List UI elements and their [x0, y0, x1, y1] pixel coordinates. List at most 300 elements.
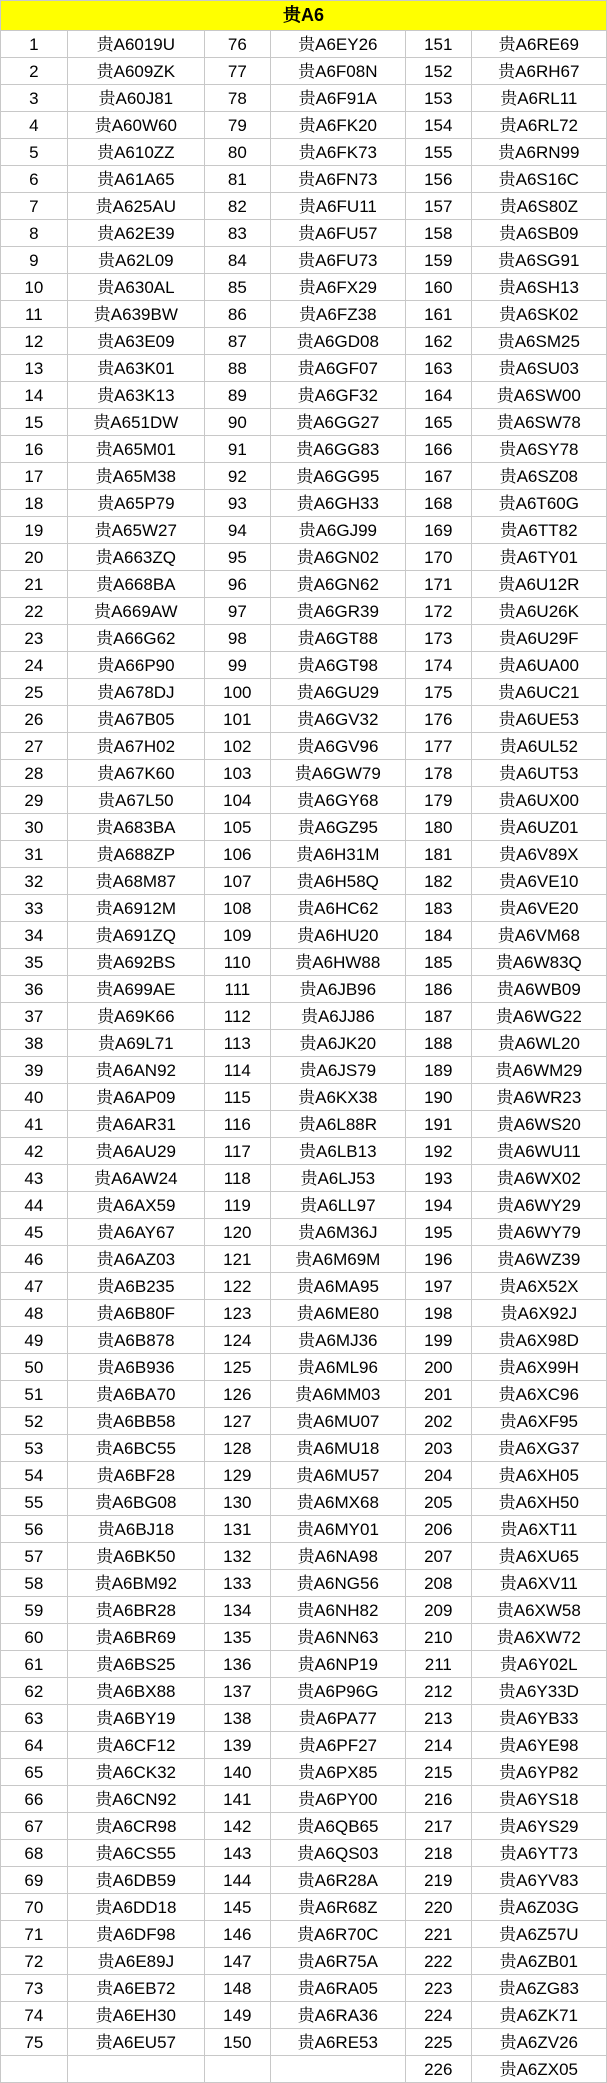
plate-cell[interactable]: 贵A6MA95 — [270, 1273, 405, 1300]
row-number-cell[interactable]: 69 — [1, 1867, 68, 1894]
row-number-cell[interactable]: 202 — [405, 1408, 471, 1435]
row-number-cell[interactable]: 88 — [205, 355, 271, 382]
row-number-cell[interactable]: 218 — [405, 1840, 471, 1867]
plate-cell[interactable]: 贵A6YS18 — [471, 1786, 606, 1813]
plate-cell[interactable]: 贵A609ZK — [67, 58, 204, 85]
plate-cell[interactable]: 贵A63E09 — [67, 328, 204, 355]
row-number-cell[interactable]: 179 — [405, 787, 471, 814]
plate-cell[interactable]: 贵A61A65 — [67, 166, 204, 193]
plate-cell[interactable]: 贵A6GW79 — [270, 760, 405, 787]
plate-cell[interactable]: 贵A67K60 — [67, 760, 204, 787]
plate-cell[interactable]: 贵A6ZV26 — [471, 2029, 606, 2056]
plate-cell[interactable]: 贵A6LB13 — [270, 1138, 405, 1165]
plate-cell[interactable]: 贵A6FX29 — [270, 274, 405, 301]
row-number-cell[interactable]: 101 — [205, 706, 271, 733]
plate-cell[interactable]: 贵A6CF12 — [67, 1732, 204, 1759]
plate-cell[interactable]: 贵A6XW58 — [471, 1597, 606, 1624]
row-number-cell[interactable]: 45 — [1, 1219, 68, 1246]
row-number-cell[interactable]: 67 — [1, 1813, 68, 1840]
row-number-cell[interactable]: 70 — [1, 1894, 68, 1921]
row-number-cell[interactable]: 147 — [205, 1948, 271, 1975]
row-number-cell[interactable]: 78 — [205, 85, 271, 112]
row-number-cell[interactable]: 193 — [405, 1165, 471, 1192]
plate-cell[interactable]: 贵A6SZ08 — [471, 463, 606, 490]
plate-cell[interactable]: 贵A6DD18 — [67, 1894, 204, 1921]
plate-cell[interactable]: 贵A6RE69 — [471, 31, 606, 58]
row-number-cell[interactable]: 224 — [405, 2002, 471, 2029]
row-number-cell[interactable]: 48 — [1, 1300, 68, 1327]
plate-cell[interactable]: 贵A6JJ86 — [270, 1003, 405, 1030]
plate-cell[interactable]: 贵A6ZX05 — [471, 2056, 606, 2083]
row-number-cell[interactable]: 82 — [205, 193, 271, 220]
row-number-cell[interactable]: 86 — [205, 301, 271, 328]
row-number-cell[interactable]: 75 — [1, 2029, 68, 2056]
row-number-cell[interactable]: 123 — [205, 1300, 271, 1327]
plate-cell[interactable]: 贵A6NA98 — [270, 1543, 405, 1570]
row-number-cell[interactable]: 24 — [1, 652, 68, 679]
plate-cell[interactable]: 贵A6BF28 — [67, 1462, 204, 1489]
plate-cell[interactable]: 贵A6912M — [67, 895, 204, 922]
row-number-cell[interactable]: 98 — [205, 625, 271, 652]
plate-cell[interactable]: 贵A6BR69 — [67, 1624, 204, 1651]
plate-cell[interactable]: 贵A6RE53 — [270, 2029, 405, 2056]
row-number-cell[interactable]: 156 — [405, 166, 471, 193]
row-number-cell[interactable]: 120 — [205, 1219, 271, 1246]
row-number-cell[interactable]: 110 — [205, 949, 271, 976]
plate-cell[interactable]: 贵A6019U — [67, 31, 204, 58]
row-number-cell[interactable]: 175 — [405, 679, 471, 706]
plate-cell[interactable]: 贵A6R68Z — [270, 1894, 405, 1921]
row-number-cell[interactable]: 133 — [205, 1570, 271, 1597]
row-number-cell[interactable]: 5 — [1, 139, 68, 166]
plate-cell[interactable]: 贵A6RA36 — [270, 2002, 405, 2029]
plate-cell[interactable]: 贵A6ME80 — [270, 1300, 405, 1327]
plate-cell[interactable]: 贵A6MX68 — [270, 1489, 405, 1516]
plate-cell[interactable]: 贵A6WU11 — [471, 1138, 606, 1165]
row-number-cell[interactable]: 210 — [405, 1624, 471, 1651]
row-number-cell[interactable]: 51 — [1, 1381, 68, 1408]
plate-cell[interactable]: 贵A6MU18 — [270, 1435, 405, 1462]
plate-cell[interactable]: 贵A6EY26 — [270, 31, 405, 58]
plate-cell[interactable]: 贵A6S16C — [471, 166, 606, 193]
plate-cell[interactable]: 贵A6FU73 — [270, 247, 405, 274]
row-number-cell[interactable]: 27 — [1, 733, 68, 760]
plate-cell[interactable]: 贵A6BY19 — [67, 1705, 204, 1732]
plate-cell[interactable]: 贵A6HC62 — [270, 895, 405, 922]
plate-cell[interactable]: 贵A651DW — [67, 409, 204, 436]
plate-cell[interactable]: 贵A6GH33 — [270, 490, 405, 517]
plate-cell[interactable]: 贵A63K01 — [67, 355, 204, 382]
plate-cell[interactable]: 贵A6L88R — [270, 1111, 405, 1138]
plate-cell[interactable]: 贵A6R75A — [270, 1948, 405, 1975]
row-number-cell[interactable]: 41 — [1, 1111, 68, 1138]
plate-cell[interactable]: 贵A6UE53 — [471, 706, 606, 733]
plate-cell[interactable]: 贵A6LJ53 — [270, 1165, 405, 1192]
plate-cell[interactable]: 贵A6MY01 — [270, 1516, 405, 1543]
row-number-cell[interactable]: 167 — [405, 463, 471, 490]
plate-cell[interactable]: 贵A6R70C — [270, 1921, 405, 1948]
plate-cell[interactable]: 贵A6BA70 — [67, 1381, 204, 1408]
plate-cell[interactable]: 贵A6MU57 — [270, 1462, 405, 1489]
row-number-cell[interactable]: 132 — [205, 1543, 271, 1570]
row-number-cell[interactable]: 13 — [1, 355, 68, 382]
row-number-cell[interactable]: 131 — [205, 1516, 271, 1543]
plate-cell[interactable]: 贵A6CK32 — [67, 1759, 204, 1786]
row-number-cell[interactable]: 65 — [1, 1759, 68, 1786]
plate-cell[interactable]: 贵A6AX59 — [67, 1192, 204, 1219]
row-number-cell[interactable]: 43 — [1, 1165, 68, 1192]
plate-cell[interactable]: 贵A6GU29 — [270, 679, 405, 706]
plate-cell[interactable]: 贵A6PX85 — [270, 1759, 405, 1786]
plate-cell[interactable]: 贵A6NG56 — [270, 1570, 405, 1597]
plate-cell[interactable]: 贵A6V89X — [471, 841, 606, 868]
row-number-cell[interactable]: 130 — [205, 1489, 271, 1516]
plate-cell[interactable]: 贵A6MJ36 — [270, 1327, 405, 1354]
row-number-cell[interactable]: 122 — [205, 1273, 271, 1300]
row-number-cell[interactable]: 3 — [1, 85, 68, 112]
row-number-cell[interactable]: 135 — [205, 1624, 271, 1651]
plate-cell[interactable]: 贵A6T60G — [471, 490, 606, 517]
row-number-cell[interactable]: 30 — [1, 814, 68, 841]
row-number-cell[interactable]: 103 — [205, 760, 271, 787]
row-number-cell[interactable]: 191 — [405, 1111, 471, 1138]
row-number-cell[interactable]: 2 — [1, 58, 68, 85]
row-number-cell[interactable]: 137 — [205, 1678, 271, 1705]
table-title[interactable]: 贵A6 — [1, 1, 607, 31]
plate-cell[interactable]: 贵A67H02 — [67, 733, 204, 760]
plate-cell[interactable]: 贵A6TY01 — [471, 544, 606, 571]
row-number-cell[interactable]: 16 — [1, 436, 68, 463]
plate-cell[interactable]: 贵A6SK02 — [471, 301, 606, 328]
plate-cell[interactable]: 贵A6WY79 — [471, 1219, 606, 1246]
plate-cell[interactable]: 贵A6XF95 — [471, 1408, 606, 1435]
row-number-cell[interactable]: 164 — [405, 382, 471, 409]
row-number-cell[interactable]: 9 — [1, 247, 68, 274]
row-number-cell[interactable]: 55 — [1, 1489, 68, 1516]
row-number-cell[interactable]: 8 — [1, 220, 68, 247]
row-number-cell[interactable]: 154 — [405, 112, 471, 139]
plate-cell[interactable]: 贵A6VE10 — [471, 868, 606, 895]
row-number-cell[interactable]: 214 — [405, 1732, 471, 1759]
row-number-cell[interactable]: 60 — [1, 1624, 68, 1651]
row-number-cell[interactable]: 198 — [405, 1300, 471, 1327]
plate-cell[interactable]: 贵A6GJ99 — [270, 517, 405, 544]
plate-cell[interactable]: 贵A6GY68 — [270, 787, 405, 814]
row-number-cell[interactable]: 197 — [405, 1273, 471, 1300]
row-number-cell[interactable]: 114 — [205, 1057, 271, 1084]
plate-cell[interactable]: 贵A6UZ01 — [471, 814, 606, 841]
plate-cell[interactable]: 贵A6PY00 — [270, 1786, 405, 1813]
plate-cell[interactable]: 贵A691ZQ — [67, 922, 204, 949]
plate-cell[interactable]: 贵A6PF27 — [270, 1732, 405, 1759]
row-number-cell[interactable]: 12 — [1, 328, 68, 355]
row-number-cell[interactable]: 208 — [405, 1570, 471, 1597]
plate-cell[interactable]: 贵A67B05 — [67, 706, 204, 733]
row-number-cell[interactable]: 136 — [205, 1651, 271, 1678]
row-number-cell[interactable]: 184 — [405, 922, 471, 949]
plate-cell[interactable]: 贵A6X98D — [471, 1327, 606, 1354]
plate-cell[interactable]: 贵A6YV83 — [471, 1867, 606, 1894]
plate-cell[interactable]: 贵A6ZK71 — [471, 2002, 606, 2029]
plate-cell[interactable]: 贵A6JB96 — [270, 976, 405, 1003]
row-number-cell[interactable]: 143 — [205, 1840, 271, 1867]
row-number-cell[interactable]: 107 — [205, 868, 271, 895]
plate-cell[interactable]: 贵A6Y33D — [471, 1678, 606, 1705]
plate-cell[interactable]: 贵A6FK73 — [270, 139, 405, 166]
plate-cell[interactable]: 贵A6UL52 — [471, 733, 606, 760]
row-number-cell[interactable]: 196 — [405, 1246, 471, 1273]
row-number-cell[interactable]: 223 — [405, 1975, 471, 2002]
row-number-cell[interactable]: 170 — [405, 544, 471, 571]
row-number-cell[interactable] — [1, 2056, 68, 2083]
plate-cell[interactable]: 贵A6U12R — [471, 571, 606, 598]
plate-cell[interactable]: 贵A6GG83 — [270, 436, 405, 463]
plate-cell[interactable]: 贵A60W60 — [67, 112, 204, 139]
plate-cell[interactable]: 贵A6GV96 — [270, 733, 405, 760]
plate-cell[interactable]: 贵A6MM03 — [270, 1381, 405, 1408]
row-number-cell[interactable]: 91 — [205, 436, 271, 463]
row-number-cell[interactable]: 168 — [405, 490, 471, 517]
row-number-cell[interactable]: 25 — [1, 679, 68, 706]
row-number-cell[interactable]: 206 — [405, 1516, 471, 1543]
plate-cell[interactable]: 贵A6CS55 — [67, 1840, 204, 1867]
plate-cell[interactable]: 贵A692BS — [67, 949, 204, 976]
row-number-cell[interactable]: 199 — [405, 1327, 471, 1354]
row-number-cell[interactable]: 113 — [205, 1030, 271, 1057]
row-number-cell[interactable]: 192 — [405, 1138, 471, 1165]
row-number-cell[interactable]: 209 — [405, 1597, 471, 1624]
plate-cell[interactable]: 贵A6FU11 — [270, 193, 405, 220]
row-number-cell[interactable]: 112 — [205, 1003, 271, 1030]
row-number-cell[interactable]: 38 — [1, 1030, 68, 1057]
row-number-cell[interactable]: 213 — [405, 1705, 471, 1732]
plate-cell[interactable]: 贵A6M36J — [270, 1219, 405, 1246]
row-number-cell[interactable]: 94 — [205, 517, 271, 544]
plate-cell[interactable]: 贵A6F91A — [270, 85, 405, 112]
plate-cell[interactable]: 贵A6X52X — [471, 1273, 606, 1300]
row-number-cell[interactable]: 162 — [405, 328, 471, 355]
row-number-cell[interactable]: 212 — [405, 1678, 471, 1705]
plate-cell[interactable]: 贵A6AW24 — [67, 1165, 204, 1192]
row-number-cell[interactable]: 102 — [205, 733, 271, 760]
plate-cell[interactable]: 贵A66P90 — [67, 652, 204, 679]
row-number-cell[interactable]: 106 — [205, 841, 271, 868]
row-number-cell[interactable]: 28 — [1, 760, 68, 787]
row-number-cell[interactable]: 37 — [1, 1003, 68, 1030]
row-number-cell[interactable]: 62 — [1, 1678, 68, 1705]
row-number-cell[interactable]: 211 — [405, 1651, 471, 1678]
plate-cell[interactable]: 贵A6B878 — [67, 1327, 204, 1354]
plate-cell[interactable]: 贵A6FK20 — [270, 112, 405, 139]
plate-cell[interactable]: 贵A69K66 — [67, 1003, 204, 1030]
plate-cell[interactable]: 贵A639BW — [67, 301, 204, 328]
row-number-cell[interactable]: 99 — [205, 652, 271, 679]
row-number-cell[interactable]: 159 — [405, 247, 471, 274]
plate-cell[interactable]: 贵A6RA05 — [270, 1975, 405, 2002]
row-number-cell[interactable]: 127 — [205, 1408, 271, 1435]
row-number-cell[interactable]: 144 — [205, 1867, 271, 1894]
plate-cell[interactable]: 贵A6JS79 — [270, 1057, 405, 1084]
row-number-cell[interactable]: 14 — [1, 382, 68, 409]
plate-cell[interactable] — [67, 2056, 204, 2083]
row-number-cell[interactable]: 222 — [405, 1948, 471, 1975]
row-number-cell[interactable]: 56 — [1, 1516, 68, 1543]
row-number-cell[interactable]: 161 — [405, 301, 471, 328]
row-number-cell[interactable]: 15 — [1, 409, 68, 436]
plate-cell[interactable]: 贵A6FZ38 — [270, 301, 405, 328]
row-number-cell[interactable]: 79 — [205, 112, 271, 139]
row-number-cell[interactable]: 95 — [205, 544, 271, 571]
plate-cell[interactable]: 贵A65W27 — [67, 517, 204, 544]
row-number-cell[interactable]: 221 — [405, 1921, 471, 1948]
plate-cell[interactable]: 贵A66G62 — [67, 625, 204, 652]
row-number-cell[interactable]: 96 — [205, 571, 271, 598]
plate-cell[interactable]: 贵A6BX88 — [67, 1678, 204, 1705]
plate-cell[interactable]: 贵A6GR39 — [270, 598, 405, 625]
row-number-cell[interactable]: 169 — [405, 517, 471, 544]
row-number-cell[interactable]: 118 — [205, 1165, 271, 1192]
row-number-cell[interactable]: 151 — [405, 31, 471, 58]
plate-cell[interactable]: 贵A6XW72 — [471, 1624, 606, 1651]
row-number-cell[interactable]: 90 — [205, 409, 271, 436]
row-number-cell[interactable]: 23 — [1, 625, 68, 652]
row-number-cell[interactable]: 7 — [1, 193, 68, 220]
row-number-cell[interactable]: 190 — [405, 1084, 471, 1111]
plate-cell[interactable]: 贵A6YE98 — [471, 1732, 606, 1759]
plate-cell[interactable]: 贵A6XV11 — [471, 1570, 606, 1597]
row-number-cell[interactable]: 49 — [1, 1327, 68, 1354]
plate-cell[interactable]: 贵A6U26K — [471, 598, 606, 625]
plate-cell[interactable]: 贵A6Z57U — [471, 1921, 606, 1948]
plate-cell[interactable]: 贵A678DJ — [67, 679, 204, 706]
plate-cell[interactable]: 贵A6E89J — [67, 1948, 204, 1975]
row-number-cell[interactable]: 188 — [405, 1030, 471, 1057]
row-number-cell[interactable]: 140 — [205, 1759, 271, 1786]
plate-cell[interactable]: 贵A6X99H — [471, 1354, 606, 1381]
row-number-cell[interactable]: 163 — [405, 355, 471, 382]
row-number-cell[interactable]: 76 — [205, 31, 271, 58]
plate-cell[interactable]: 贵A6DF98 — [67, 1921, 204, 1948]
plate-cell[interactable]: 贵A69L71 — [67, 1030, 204, 1057]
plate-cell[interactable]: 贵A6H31M — [270, 841, 405, 868]
row-number-cell[interactable]: 10 — [1, 274, 68, 301]
row-number-cell[interactable]: 66 — [1, 1786, 68, 1813]
plate-cell[interactable]: 贵A6WX02 — [471, 1165, 606, 1192]
row-number-cell[interactable]: 172 — [405, 598, 471, 625]
plate-cell[interactable]: 贵A6X92J — [471, 1300, 606, 1327]
row-number-cell[interactable]: 53 — [1, 1435, 68, 1462]
row-number-cell[interactable]: 204 — [405, 1462, 471, 1489]
plate-cell[interactable]: 贵A630AL — [67, 274, 204, 301]
plate-cell[interactable]: 贵A6AP09 — [67, 1084, 204, 1111]
plate-cell[interactable]: 贵A63K13 — [67, 382, 204, 409]
row-number-cell[interactable]: 85 — [205, 274, 271, 301]
plate-cell[interactable]: 贵A6YT73 — [471, 1840, 606, 1867]
row-number-cell[interactable]: 207 — [405, 1543, 471, 1570]
row-number-cell[interactable]: 142 — [205, 1813, 271, 1840]
row-number-cell[interactable]: 4 — [1, 112, 68, 139]
row-number-cell[interactable]: 194 — [405, 1192, 471, 1219]
row-number-cell[interactable]: 166 — [405, 436, 471, 463]
plate-cell[interactable] — [270, 2056, 405, 2083]
row-number-cell[interactable]: 84 — [205, 247, 271, 274]
row-number-cell[interactable]: 40 — [1, 1084, 68, 1111]
row-number-cell[interactable]: 31 — [1, 841, 68, 868]
row-number-cell[interactable]: 176 — [405, 706, 471, 733]
row-number-cell[interactable]: 174 — [405, 652, 471, 679]
row-number-cell[interactable]: 216 — [405, 1786, 471, 1813]
row-number-cell[interactable]: 52 — [1, 1408, 68, 1435]
plate-cell[interactable]: 贵A6NN63 — [270, 1624, 405, 1651]
row-number-cell[interactable]: 117 — [205, 1138, 271, 1165]
plate-cell[interactable]: 贵A6RL11 — [471, 85, 606, 112]
plate-cell[interactable]: 贵A6WB09 — [471, 976, 606, 1003]
row-number-cell[interactable]: 217 — [405, 1813, 471, 1840]
row-number-cell[interactable]: 128 — [205, 1435, 271, 1462]
row-number-cell[interactable]: 47 — [1, 1273, 68, 1300]
row-number-cell[interactable]: 182 — [405, 868, 471, 895]
plate-cell[interactable]: 贵A699AE — [67, 976, 204, 1003]
row-number-cell[interactable]: 92 — [205, 463, 271, 490]
plate-cell[interactable]: 贵A6Y02L — [471, 1651, 606, 1678]
plate-cell[interactable]: 贵A6WR23 — [471, 1084, 606, 1111]
plate-cell[interactable]: 贵A67L50 — [67, 787, 204, 814]
row-number-cell[interactable]: 205 — [405, 1489, 471, 1516]
plate-cell[interactable]: 贵A6ZG83 — [471, 1975, 606, 2002]
plate-cell[interactable]: 贵A6GZ95 — [270, 814, 405, 841]
plate-cell[interactable]: 贵A6VM68 — [471, 922, 606, 949]
row-number-cell[interactable]: 11 — [1, 301, 68, 328]
plate-cell[interactable]: 贵A663ZQ — [67, 544, 204, 571]
row-number-cell[interactable]: 50 — [1, 1354, 68, 1381]
plate-cell[interactable]: 贵A6GN02 — [270, 544, 405, 571]
plate-cell[interactable]: 贵A6UC21 — [471, 679, 606, 706]
row-number-cell[interactable]: 20 — [1, 544, 68, 571]
plate-cell[interactable]: 贵A6BG08 — [67, 1489, 204, 1516]
row-number-cell[interactable]: 225 — [405, 2029, 471, 2056]
plate-cell[interactable]: 贵A6U29F — [471, 625, 606, 652]
row-number-cell[interactable]: 89 — [205, 382, 271, 409]
row-number-cell[interactable]: 146 — [205, 1921, 271, 1948]
row-number-cell[interactable]: 57 — [1, 1543, 68, 1570]
plate-cell[interactable]: 贵A6GG27 — [270, 409, 405, 436]
row-number-cell[interactable]: 189 — [405, 1057, 471, 1084]
row-number-cell[interactable]: 97 — [205, 598, 271, 625]
plate-cell[interactable]: 贵A6GG95 — [270, 463, 405, 490]
plate-cell[interactable]: 贵A6WZ39 — [471, 1246, 606, 1273]
plate-cell[interactable]: 贵A6F08N — [270, 58, 405, 85]
row-number-cell[interactable]: 180 — [405, 814, 471, 841]
row-number-cell[interactable]: 21 — [1, 571, 68, 598]
plate-cell[interactable]: 贵A6WG22 — [471, 1003, 606, 1030]
plate-cell[interactable]: 贵A6SW00 — [471, 382, 606, 409]
row-number-cell[interactable]: 17 — [1, 463, 68, 490]
plate-cell[interactable]: 贵A6GF32 — [270, 382, 405, 409]
plate-cell[interactable]: 贵A6DB59 — [67, 1867, 204, 1894]
row-number-cell[interactable]: 83 — [205, 220, 271, 247]
row-number-cell[interactable]: 134 — [205, 1597, 271, 1624]
plate-cell[interactable]: 贵A610ZZ — [67, 139, 204, 166]
plate-cell[interactable]: 贵A6GV32 — [270, 706, 405, 733]
plate-cell[interactable]: 贵A6BM92 — [67, 1570, 204, 1597]
plate-cell[interactable]: 贵A6WL20 — [471, 1030, 606, 1057]
plate-cell[interactable]: 贵A6BS25 — [67, 1651, 204, 1678]
plate-cell[interactable]: 贵A6R28A — [270, 1867, 405, 1894]
plate-cell[interactable]: 贵A6CN92 — [67, 1786, 204, 1813]
plate-cell[interactable]: 贵A6EB72 — [67, 1975, 204, 2002]
plate-cell[interactable]: 贵A6GF07 — [270, 355, 405, 382]
row-number-cell[interactable]: 201 — [405, 1381, 471, 1408]
